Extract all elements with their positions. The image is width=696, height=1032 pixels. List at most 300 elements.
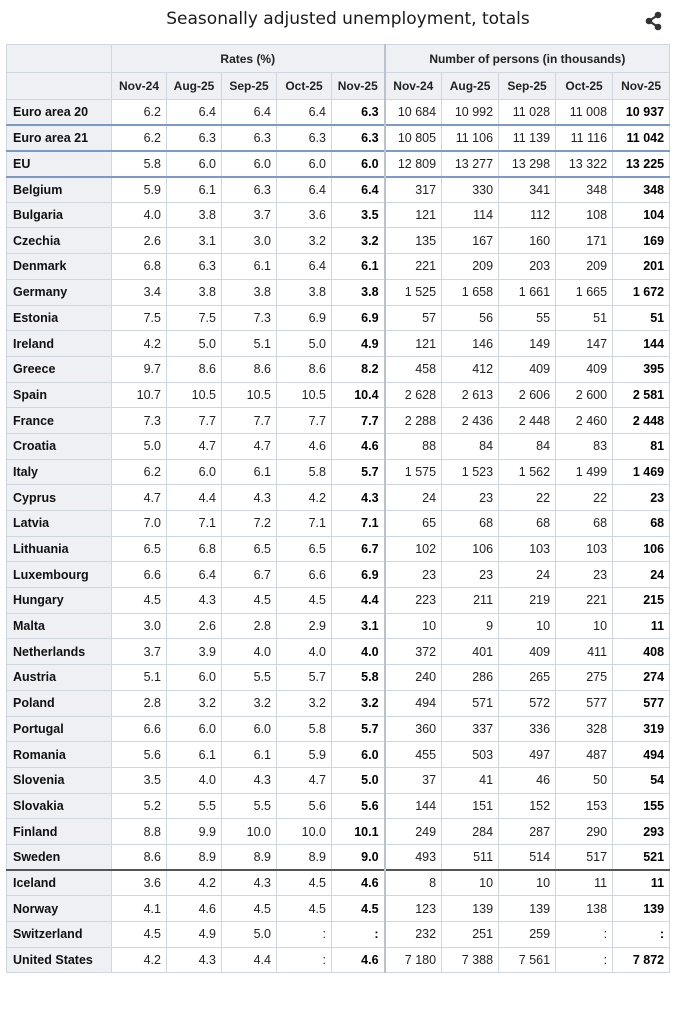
table-row bbox=[7, 947, 670, 973]
persons-cell: 275 bbox=[556, 665, 613, 691]
table-row bbox=[7, 665, 670, 691]
rate-cell: 9.7 bbox=[112, 356, 167, 382]
persons-cell: 497 bbox=[499, 742, 556, 768]
row-label: Cyprus bbox=[7, 485, 112, 511]
unemployment-table bbox=[6, 44, 670, 973]
table-row bbox=[7, 433, 670, 459]
persons-cell: 149 bbox=[499, 331, 556, 357]
persons-cell: 10 bbox=[499, 613, 556, 639]
rate-cell: 4.0 bbox=[277, 639, 332, 665]
persons-cell: 1 499 bbox=[556, 459, 613, 485]
persons-cell: 503 bbox=[442, 742, 499, 768]
persons-cell: 160 bbox=[499, 228, 556, 254]
rate-cell: 6.4 bbox=[277, 177, 332, 203]
title-bar bbox=[0, 0, 696, 44]
persons-cell: 2 613 bbox=[442, 382, 499, 408]
persons-cell: 455 bbox=[385, 742, 442, 768]
header-corner bbox=[7, 45, 112, 73]
persons-cell: 290 bbox=[556, 819, 613, 845]
rate-cell: 2.6 bbox=[112, 228, 167, 254]
persons-cell: 330 bbox=[442, 177, 499, 203]
rate-cell: 3.5 bbox=[112, 767, 167, 793]
rate-cell: 7.7 bbox=[222, 408, 277, 434]
table-row bbox=[7, 716, 670, 742]
rate-cell: 4.7 bbox=[222, 433, 277, 459]
rate-cell: 2.8 bbox=[112, 690, 167, 716]
persons-cell: 23 bbox=[556, 562, 613, 588]
persons-cell: 337 bbox=[442, 716, 499, 742]
table-row bbox=[7, 511, 670, 537]
rate-cell: 4.6 bbox=[277, 433, 332, 459]
persons-cell: 50 bbox=[556, 767, 613, 793]
rate-cell: : bbox=[277, 922, 332, 948]
persons-cell: 8 bbox=[385, 870, 442, 896]
rate-cell: 3.2 bbox=[277, 228, 332, 254]
row-label: Finland bbox=[7, 819, 112, 845]
persons-cell: 24 bbox=[385, 485, 442, 511]
persons-cell: 341 bbox=[499, 177, 556, 203]
rate-cell: 6.7 bbox=[222, 562, 277, 588]
rate-cell: : bbox=[332, 922, 385, 948]
persons-cell: 55 bbox=[499, 305, 556, 331]
rate-cell: 6.0 bbox=[167, 716, 222, 742]
persons-group-header: Number of persons (in thousands) bbox=[385, 45, 670, 73]
rate-cell: 3.7 bbox=[222, 202, 277, 228]
rate-cell: 6.7 bbox=[332, 536, 385, 562]
rate-cell: 4.2 bbox=[277, 485, 332, 511]
header-corner-period bbox=[7, 73, 112, 100]
rate-cell: 4.3 bbox=[222, 767, 277, 793]
rate-cell: 6.0 bbox=[167, 151, 222, 177]
persons-cell: 517 bbox=[556, 844, 613, 870]
persons-period-header: Sep-25 bbox=[499, 73, 556, 100]
persons-cell: 22 bbox=[499, 485, 556, 511]
persons-cell: 211 bbox=[442, 588, 499, 614]
table-row bbox=[7, 331, 670, 357]
persons-cell: 139 bbox=[442, 896, 499, 922]
table-body bbox=[7, 100, 670, 973]
rate-cell: 6.4 bbox=[167, 100, 222, 126]
rate-cell: 6.2 bbox=[112, 125, 167, 151]
persons-cell: 23 bbox=[442, 562, 499, 588]
persons-period-header: Nov-25 bbox=[613, 73, 670, 100]
rate-cell: 10.0 bbox=[277, 819, 332, 845]
rate-cell: 7.3 bbox=[222, 305, 277, 331]
rate-cell: 6.6 bbox=[112, 716, 167, 742]
rate-cell: 5.0 bbox=[277, 331, 332, 357]
persons-cell: 286 bbox=[442, 665, 499, 691]
table-row bbox=[7, 151, 670, 177]
rate-cell: 6.2 bbox=[112, 459, 167, 485]
persons-cell: 56 bbox=[442, 305, 499, 331]
persons-cell: 2 448 bbox=[613, 408, 670, 434]
persons-cell: 2 436 bbox=[442, 408, 499, 434]
persons-cell: 7 180 bbox=[385, 947, 442, 973]
rate-cell: 4.4 bbox=[222, 947, 277, 973]
rate-cell: 4.9 bbox=[167, 922, 222, 948]
persons-cell: 2 600 bbox=[556, 382, 613, 408]
persons-cell: 13 322 bbox=[556, 151, 613, 177]
row-label: Norway bbox=[7, 896, 112, 922]
rate-cell: 4.9 bbox=[332, 331, 385, 357]
table-row bbox=[7, 100, 670, 126]
persons-cell: 401 bbox=[442, 639, 499, 665]
rate-cell: 2.6 bbox=[167, 613, 222, 639]
table-row bbox=[7, 562, 670, 588]
rate-cell: 10.5 bbox=[222, 382, 277, 408]
table-row bbox=[7, 896, 670, 922]
row-label: Latvia bbox=[7, 511, 112, 537]
rate-cell: 6.6 bbox=[112, 562, 167, 588]
rate-cell: 5.5 bbox=[222, 793, 277, 819]
table-row bbox=[7, 870, 670, 896]
table-row bbox=[7, 382, 670, 408]
share-button[interactable] bbox=[643, 10, 665, 32]
rate-cell: 7.5 bbox=[167, 305, 222, 331]
rate-cell: 10.0 bbox=[222, 819, 277, 845]
persons-cell: 395 bbox=[613, 356, 670, 382]
rate-cell: 8.6 bbox=[112, 844, 167, 870]
row-label: Denmark bbox=[7, 254, 112, 280]
rate-cell: 4.5 bbox=[222, 896, 277, 922]
table-row bbox=[7, 536, 670, 562]
persons-cell: 11 116 bbox=[556, 125, 613, 151]
persons-cell: 10 bbox=[499, 870, 556, 896]
persons-cell: 23 bbox=[442, 485, 499, 511]
persons-cell: 409 bbox=[499, 356, 556, 382]
row-label: Romania bbox=[7, 742, 112, 768]
persons-cell: 112 bbox=[499, 202, 556, 228]
rate-cell: 9.0 bbox=[332, 844, 385, 870]
persons-cell: 11 139 bbox=[499, 125, 556, 151]
rate-cell: 8.8 bbox=[112, 819, 167, 845]
table-row bbox=[7, 922, 670, 948]
row-label: Ireland bbox=[7, 331, 112, 357]
row-label: Slovakia bbox=[7, 793, 112, 819]
persons-cell: 284 bbox=[442, 819, 499, 845]
rate-cell: 6.6 bbox=[277, 562, 332, 588]
row-label: Hungary bbox=[7, 588, 112, 614]
table-row bbox=[7, 356, 670, 382]
persons-cell: 1 469 bbox=[613, 459, 670, 485]
persons-cell: 151 bbox=[442, 793, 499, 819]
persons-cell: 336 bbox=[499, 716, 556, 742]
rate-cell: 6.9 bbox=[277, 305, 332, 331]
rate-period-header: Sep-25 bbox=[222, 73, 277, 100]
persons-cell: 11 028 bbox=[499, 100, 556, 126]
rate-cell: 5.9 bbox=[112, 177, 167, 203]
rate-cell: 6.3 bbox=[222, 177, 277, 203]
persons-cell: 1 672 bbox=[613, 279, 670, 305]
persons-cell: 83 bbox=[556, 433, 613, 459]
persons-cell: 2 288 bbox=[385, 408, 442, 434]
row-label: Euro area 21 bbox=[7, 125, 112, 151]
persons-cell: 11 008 bbox=[556, 100, 613, 126]
persons-cell: 487 bbox=[556, 742, 613, 768]
persons-cell: 493 bbox=[385, 844, 442, 870]
rate-period-header: Nov-24 bbox=[112, 73, 167, 100]
persons-cell: 11 042 bbox=[613, 125, 670, 151]
rate-cell: 6.2 bbox=[112, 100, 167, 126]
table-row bbox=[7, 613, 670, 639]
rate-cell: 5.5 bbox=[167, 793, 222, 819]
share-icon[interactable] bbox=[643, 10, 665, 32]
row-label: Euro area 20 bbox=[7, 100, 112, 126]
persons-cell: 221 bbox=[385, 254, 442, 280]
rate-cell: 6.4 bbox=[222, 100, 277, 126]
rate-cell: 3.4 bbox=[112, 279, 167, 305]
row-label: Portugal bbox=[7, 716, 112, 742]
rate-cell: 4.7 bbox=[277, 767, 332, 793]
rate-cell: 4.6 bbox=[167, 896, 222, 922]
rate-cell: 6.8 bbox=[112, 254, 167, 280]
rate-cell: 5.0 bbox=[112, 433, 167, 459]
persons-cell: 51 bbox=[556, 305, 613, 331]
persons-cell: 10 bbox=[442, 870, 499, 896]
table-row bbox=[7, 588, 670, 614]
row-label: United States bbox=[7, 947, 112, 973]
rate-cell: 4.3 bbox=[332, 485, 385, 511]
rate-cell: 6.3 bbox=[332, 100, 385, 126]
row-label: Poland bbox=[7, 690, 112, 716]
persons-cell: 13 225 bbox=[613, 151, 670, 177]
persons-cell: 65 bbox=[385, 511, 442, 537]
row-label: Germany bbox=[7, 279, 112, 305]
persons-cell: 10 bbox=[385, 613, 442, 639]
rate-cell: 6.3 bbox=[332, 125, 385, 151]
rate-cell: 4.5 bbox=[112, 588, 167, 614]
persons-cell: 408 bbox=[613, 639, 670, 665]
rate-cell: 8.9 bbox=[167, 844, 222, 870]
table-row bbox=[7, 254, 670, 280]
persons-cell: 123 bbox=[385, 896, 442, 922]
persons-cell: 11 bbox=[613, 613, 670, 639]
persons-cell: 232 bbox=[385, 922, 442, 948]
rate-cell: 6.1 bbox=[167, 742, 222, 768]
persons-cell: 51 bbox=[613, 305, 670, 331]
persons-cell: 103 bbox=[556, 536, 613, 562]
rate-cell: 5.6 bbox=[277, 793, 332, 819]
persons-cell: 201 bbox=[613, 254, 670, 280]
row-label: Bulgaria bbox=[7, 202, 112, 228]
persons-cell: 88 bbox=[385, 433, 442, 459]
rate-cell: 6.1 bbox=[167, 177, 222, 203]
persons-cell: 138 bbox=[556, 896, 613, 922]
persons-cell: 409 bbox=[556, 356, 613, 382]
persons-cell: 514 bbox=[499, 844, 556, 870]
persons-cell: 494 bbox=[613, 742, 670, 768]
table-row bbox=[7, 742, 670, 768]
rate-cell: 6.5 bbox=[222, 536, 277, 562]
persons-cell: 153 bbox=[556, 793, 613, 819]
persons-cell: 511 bbox=[442, 844, 499, 870]
rate-cell: 5.0 bbox=[332, 767, 385, 793]
rate-cell: 5.2 bbox=[112, 793, 167, 819]
rate-cell: 5.9 bbox=[277, 742, 332, 768]
table-row bbox=[7, 125, 670, 151]
rate-cell: 4.0 bbox=[167, 767, 222, 793]
rate-cell: 5.6 bbox=[332, 793, 385, 819]
rate-cell: 3.2 bbox=[277, 690, 332, 716]
persons-cell: 348 bbox=[613, 177, 670, 203]
persons-cell: 372 bbox=[385, 639, 442, 665]
rate-cell: 4.1 bbox=[112, 896, 167, 922]
persons-cell: 147 bbox=[556, 331, 613, 357]
persons-cell: 1 523 bbox=[442, 459, 499, 485]
persons-cell: 10 992 bbox=[442, 100, 499, 126]
rate-cell: 8.2 bbox=[332, 356, 385, 382]
rate-cell: 4.3 bbox=[167, 947, 222, 973]
period-header-row bbox=[7, 73, 670, 100]
persons-cell: 155 bbox=[613, 793, 670, 819]
persons-cell: 146 bbox=[442, 331, 499, 357]
rate-cell: 10.4 bbox=[332, 382, 385, 408]
persons-cell: 68 bbox=[499, 511, 556, 537]
table-row bbox=[7, 408, 670, 434]
persons-cell: 1 661 bbox=[499, 279, 556, 305]
persons-cell: 240 bbox=[385, 665, 442, 691]
rate-cell: 2.8 bbox=[222, 613, 277, 639]
rate-cell: 8.9 bbox=[222, 844, 277, 870]
persons-cell: 2 460 bbox=[556, 408, 613, 434]
persons-cell: 7 872 bbox=[613, 947, 670, 973]
persons-cell: 223 bbox=[385, 588, 442, 614]
rate-cell: 4.5 bbox=[332, 896, 385, 922]
rate-period-header: Nov-25 bbox=[332, 73, 385, 100]
persons-cell: 577 bbox=[556, 690, 613, 716]
persons-cell: 215 bbox=[613, 588, 670, 614]
persons-cell: 139 bbox=[613, 896, 670, 922]
persons-cell: 84 bbox=[499, 433, 556, 459]
rate-cell: 4.2 bbox=[167, 870, 222, 896]
rate-cell: 3.2 bbox=[332, 690, 385, 716]
persons-cell: 2 628 bbox=[385, 382, 442, 408]
rate-cell: 3.8 bbox=[277, 279, 332, 305]
row-label: Netherlands bbox=[7, 639, 112, 665]
persons-cell: 209 bbox=[556, 254, 613, 280]
rate-cell: 3.2 bbox=[167, 690, 222, 716]
persons-cell: 135 bbox=[385, 228, 442, 254]
persons-period-header: Nov-24 bbox=[385, 73, 442, 100]
persons-cell: 104 bbox=[613, 202, 670, 228]
table-row bbox=[7, 459, 670, 485]
persons-cell: 114 bbox=[442, 202, 499, 228]
persons-cell: 23 bbox=[613, 485, 670, 511]
rate-cell: 4.0 bbox=[222, 639, 277, 665]
persons-cell: 572 bbox=[499, 690, 556, 716]
table-row bbox=[7, 279, 670, 305]
persons-cell: 10 937 bbox=[613, 100, 670, 126]
rate-cell: 6.3 bbox=[222, 125, 277, 151]
persons-cell: 11 bbox=[613, 870, 670, 896]
persons-cell: 1 665 bbox=[556, 279, 613, 305]
persons-cell: 1 575 bbox=[385, 459, 442, 485]
table-row bbox=[7, 819, 670, 845]
persons-cell: 2 581 bbox=[613, 382, 670, 408]
persons-cell: 411 bbox=[556, 639, 613, 665]
rate-cell: 3.8 bbox=[167, 202, 222, 228]
persons-cell: 57 bbox=[385, 305, 442, 331]
rate-cell: 3.6 bbox=[112, 870, 167, 896]
persons-cell: 9 bbox=[442, 613, 499, 639]
persons-cell: 317 bbox=[385, 177, 442, 203]
row-label: Croatia bbox=[7, 433, 112, 459]
group-header-row bbox=[7, 45, 670, 73]
persons-cell: 521 bbox=[613, 844, 670, 870]
persons-cell: 24 bbox=[499, 562, 556, 588]
row-label: Italy bbox=[7, 459, 112, 485]
persons-cell: 68 bbox=[442, 511, 499, 537]
table-row bbox=[7, 844, 670, 870]
persons-cell: 287 bbox=[499, 819, 556, 845]
rate-cell: 7.2 bbox=[222, 511, 277, 537]
persons-cell: 103 bbox=[499, 536, 556, 562]
persons-cell: 328 bbox=[556, 716, 613, 742]
rate-cell: 6.9 bbox=[332, 562, 385, 588]
persons-cell: 259 bbox=[499, 922, 556, 948]
table-row bbox=[7, 639, 670, 665]
row-label: Slovenia bbox=[7, 767, 112, 793]
persons-cell: 54 bbox=[613, 767, 670, 793]
persons-cell: 169 bbox=[613, 228, 670, 254]
persons-cell: 409 bbox=[499, 639, 556, 665]
persons-cell: 11 106 bbox=[442, 125, 499, 151]
rate-cell: 6.0 bbox=[167, 665, 222, 691]
rate-cell: 5.5 bbox=[222, 665, 277, 691]
rate-cell: 4.6 bbox=[332, 947, 385, 973]
persons-cell: 84 bbox=[442, 433, 499, 459]
table-row bbox=[7, 228, 670, 254]
rate-cell: 6.0 bbox=[277, 151, 332, 177]
rate-cell: 6.0 bbox=[332, 151, 385, 177]
rate-cell: 5.1 bbox=[112, 665, 167, 691]
rate-cell: 6.3 bbox=[277, 125, 332, 151]
persons-cell: 221 bbox=[556, 588, 613, 614]
rate-cell: 4.3 bbox=[167, 588, 222, 614]
rate-cell: 6.8 bbox=[167, 536, 222, 562]
rate-cell: 6.0 bbox=[167, 459, 222, 485]
rate-cell: 7.1 bbox=[277, 511, 332, 537]
rate-cell: 4.6 bbox=[332, 433, 385, 459]
rate-cell: 4.0 bbox=[112, 202, 167, 228]
persons-cell: 577 bbox=[613, 690, 670, 716]
persons-cell: 13 298 bbox=[499, 151, 556, 177]
persons-cell: 24 bbox=[613, 562, 670, 588]
persons-period-header: Aug-25 bbox=[442, 73, 499, 100]
rate-cell: 3.5 bbox=[332, 202, 385, 228]
persons-cell: : bbox=[613, 922, 670, 948]
rate-cell: 4.4 bbox=[167, 485, 222, 511]
rate-cell: 3.2 bbox=[332, 228, 385, 254]
persons-cell: 249 bbox=[385, 819, 442, 845]
rate-cell: 6.9 bbox=[332, 305, 385, 331]
persons-cell: 348 bbox=[556, 177, 613, 203]
rate-cell: 6.0 bbox=[332, 742, 385, 768]
rate-cell: 2.9 bbox=[277, 613, 332, 639]
persons-cell: 10 684 bbox=[385, 100, 442, 126]
rate-cell: 5.0 bbox=[222, 922, 277, 948]
rate-period-header: Oct-25 bbox=[277, 73, 332, 100]
rate-cell: 6.3 bbox=[167, 254, 222, 280]
rate-cell: 10.5 bbox=[277, 382, 332, 408]
rate-cell: 6.3 bbox=[167, 125, 222, 151]
persons-cell: 106 bbox=[613, 536, 670, 562]
row-label: Switzerland bbox=[7, 922, 112, 948]
persons-cell: 1 562 bbox=[499, 459, 556, 485]
persons-cell: : bbox=[556, 922, 613, 948]
rate-cell: 4.5 bbox=[277, 588, 332, 614]
rate-cell: 4.5 bbox=[277, 896, 332, 922]
